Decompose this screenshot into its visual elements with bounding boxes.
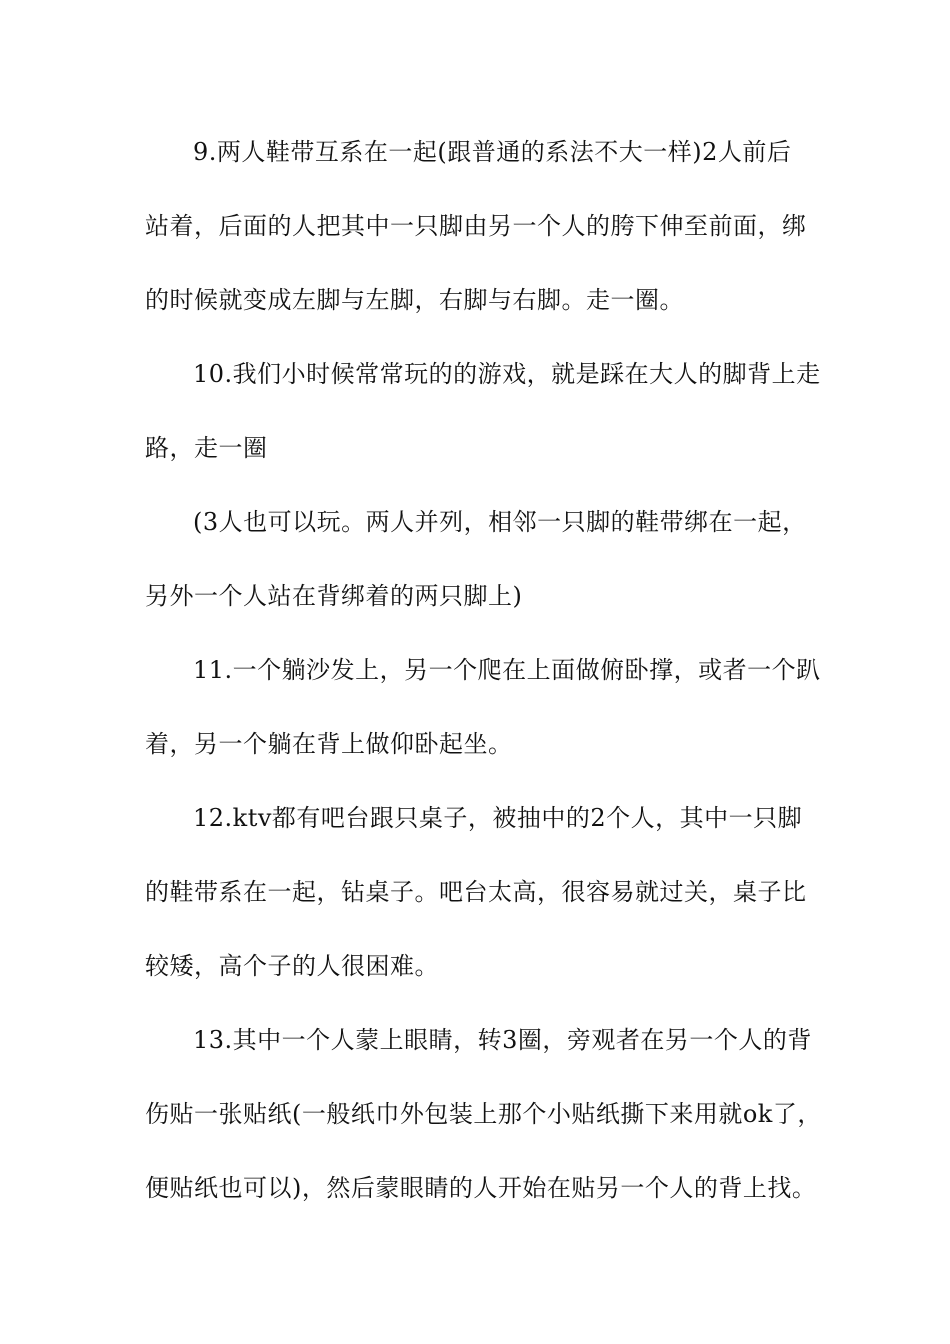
paragraph-9-line-1: 9.两人鞋带互系在一起(跟普通的系法不大一样)2人前后 xyxy=(193,138,792,166)
paragraph-13-line-2: 伤贴一张贴纸(一般纸巾外包装上那个小贴纸撕下来用就ok了， xyxy=(145,1100,822,1128)
paragraph-12-line-3: 较矮，高个子的人很困难。 xyxy=(145,952,439,980)
paragraph-12-line-1: 12.ktv都有吧台跟只桌子，被抽中的2个人，其中一只脚 xyxy=(193,804,803,832)
paragraph-13-line-3: 便贴纸也可以)，然后蒙眼睛的人开始在贴另一个人的背上找。 xyxy=(145,1174,817,1202)
paragraph-12-line-2: 的鞋带系在一起，钻桌子。吧台太高，很容易就过关，桌子比 xyxy=(145,878,807,906)
paragraph-11-line-2: 着，另一个躺在背上做仰卧起坐。 xyxy=(145,730,513,758)
paragraph-13-line-1: 13.其中一个人蒙上眼睛，转3圈，旁观者在另一个人的背 xyxy=(193,1026,812,1054)
paragraph-note-line-2: 另外一个人站在背绑着的两只脚上) xyxy=(145,582,523,610)
paragraph-11-line-1: 11.一个躺沙发上，另一个爬在上面做俯卧撑，或者一个趴 xyxy=(193,656,821,684)
paragraph-10-line-1: 10.我们小时候常常玩的的游戏，就是踩在大人的脚背上走 xyxy=(193,360,821,388)
paragraph-9-line-2: 站着，后面的人把其中一只脚由另一个人的胯下伸至前面，绑 xyxy=(145,212,807,240)
paragraph-9-line-3: 的时候就变成左脚与左脚，右脚与右脚。走一圈。 xyxy=(145,286,684,314)
paragraph-10-line-2: 路，走一圈 xyxy=(145,434,268,462)
paragraph-note-line-1: (3人也可以玩。两人并列，相邻一只脚的鞋带绑在一起， xyxy=(193,508,807,536)
